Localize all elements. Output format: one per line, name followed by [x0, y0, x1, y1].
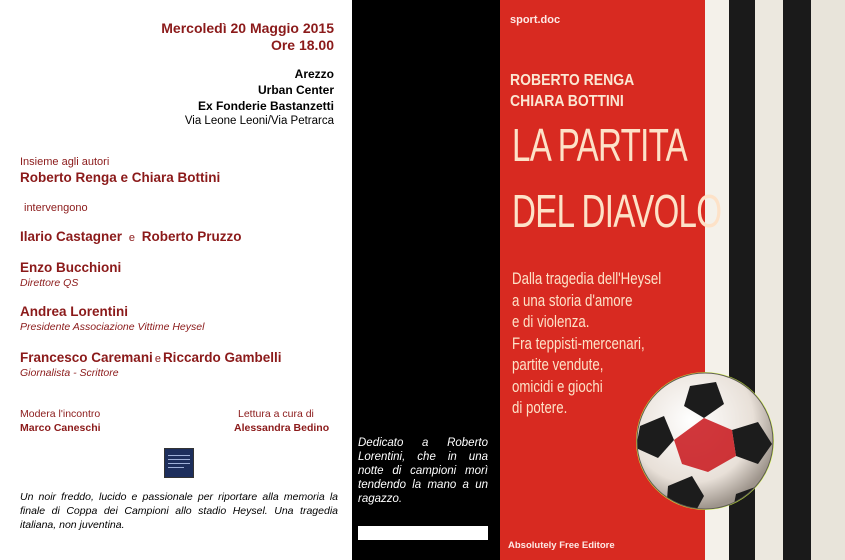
book-cover [500, 0, 845, 560]
blurb-line: a una storia d'amore [512, 290, 633, 310]
blurb-line: partite vendute, [512, 355, 604, 374]
white-bar [358, 526, 488, 540]
urban-center-logo [164, 448, 194, 478]
cover-title-1: LA PARTITA [512, 119, 688, 171]
intro-label: Insieme agli autori [20, 156, 110, 168]
blurb-line: di potere. [512, 398, 568, 417]
authors-names: Roberto Renga e Chiara Bottini [20, 170, 221, 185]
event-time: Ore 18.00 [270, 37, 334, 53]
speaker-lorentini-role: Presidente Associazione Vittime Heysel [20, 321, 205, 333]
speaker-pruzzo: Roberto Pruzzo [141, 229, 242, 244]
stripe [783, 0, 811, 560]
dedication-panel [352, 0, 500, 560]
venue-address: Via Leone Leoni/Via Petrarca [184, 115, 334, 127]
moderator-name: Marco Caneschi [20, 422, 101, 434]
joiner: e [128, 232, 135, 244]
speaker-bucchioni: Enzo Bucchioni [20, 260, 122, 275]
publisher: Absolutely Free Editore [508, 540, 615, 551]
joiner: e [154, 353, 161, 365]
stripe [811, 0, 845, 560]
series-label: sport.doc [510, 14, 561, 26]
reading-name: Alessandra Bedino [234, 422, 330, 434]
speaker-caremani: Francesco Caremani [20, 350, 153, 365]
blurb-line: e di violenza. [512, 312, 590, 331]
venue-city: Arezzo [294, 67, 334, 81]
soccer-ball-icon [632, 368, 778, 514]
cover-title-2: DEL DIAVOLO [512, 185, 722, 237]
blurb-line: omicidi e giochi [512, 376, 603, 396]
speaker-line-1 [20, 229, 241, 244]
tagline: Un noir freddo, lucido e passionale per riportare alla memoria la finale di Coppa dei Campioni allo stadio Heysel. Una tragedia italiana, non juventina. [20, 491, 338, 531]
blurb-line: Dalla tragedia dell'Heysel [512, 269, 662, 288]
speakers-role: Giornalista - Scrittore [20, 367, 119, 379]
cover-author1: ROBERTO RENGA [510, 70, 635, 89]
dedication-text: Dedicato a Roberto Lorentini, che in una notte di campioni morì tendendo la mano a un ragazzo. [358, 437, 488, 505]
venue-place1: Urban Center [257, 83, 334, 97]
speaker-bucchioni-role: Direttore QS [20, 277, 79, 289]
event-date: Mercoledì 20 Maggio 2015 [161, 20, 334, 36]
invitation-panel [0, 0, 352, 560]
reading-label: Lettura a cura di [238, 408, 314, 420]
speaker-castagner: Ilario Castagner [20, 229, 123, 244]
cover-author2: CHIARA BOTTINI [510, 91, 624, 110]
venue-place2: Ex Fonderie Bastanzetti [197, 99, 334, 113]
speakers-label: intervengono [24, 202, 88, 214]
speaker-gambelli: Riccardo Gambelli [162, 350, 282, 365]
moderator-label: Modera l'incontro [20, 408, 101, 420]
blurb-line: Fra teppisti-mercenari, [512, 333, 645, 353]
speaker-line-4 [20, 350, 281, 365]
speaker-lorentini: Andrea Lorentini [20, 304, 129, 319]
